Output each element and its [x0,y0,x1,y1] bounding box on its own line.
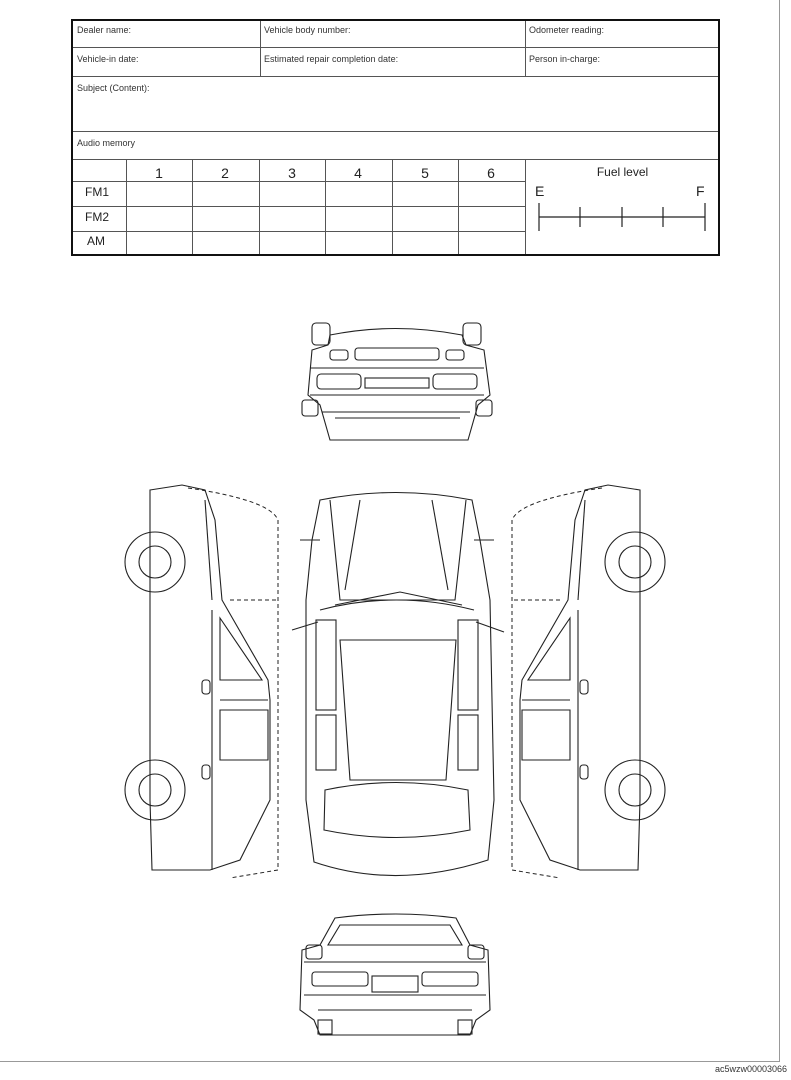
car-right-side-view [512,485,665,878]
preset-header: 4 [354,165,362,181]
car-left-side-view [125,485,278,878]
audio-memory-label: Audio memory [77,138,136,148]
fuel-full-label: F [696,183,705,199]
estimated-completion-field[interactable]: Estimated repair completion date: [264,54,399,64]
preset-header: 1 [155,165,163,181]
subject-field[interactable]: Subject (Content): [77,83,150,93]
preset-header: 6 [487,165,495,181]
person-in-charge-field[interactable]: Person in-charge: [529,54,601,64]
vehicle-body-number-field[interactable]: Vehicle body number: [264,25,351,35]
preset-header: 5 [421,165,429,181]
preset-header: 3 [288,165,296,181]
fuel-level-title: Fuel level [596,165,649,179]
dealer-name-field[interactable]: Dealer name: [77,25,132,35]
document-code: ac5wzw00003066 [714,1064,787,1074]
fuel-empty-label: E [535,183,545,199]
band-label-fm1: FM1 [85,185,109,199]
preset-header: 2 [221,165,229,181]
band-label-am: AM [87,234,105,248]
band-label-fm2: FM2 [85,210,109,224]
car-rear-view [300,914,490,1035]
car-front-view [302,323,492,440]
vehicle-in-date-field[interactable]: Vehicle-in date: [77,54,139,64]
odometer-reading-field[interactable]: Odometer reading: [529,25,605,35]
car-top-view [292,493,504,876]
